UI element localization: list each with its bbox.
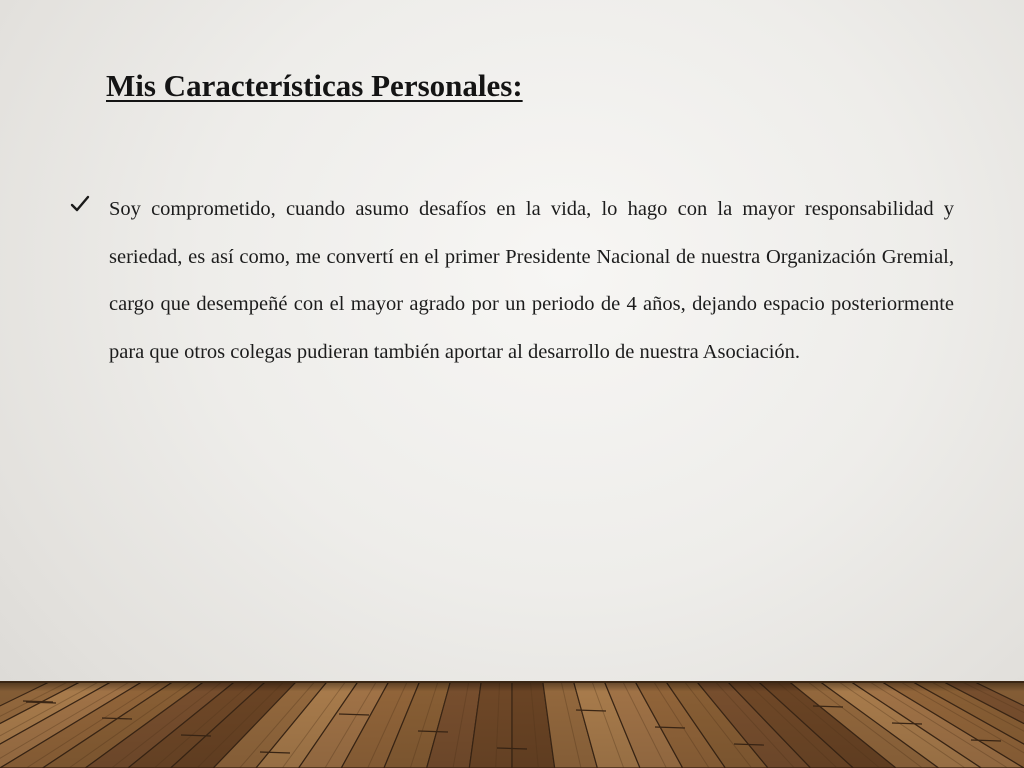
bullet-list — [70, 186, 954, 376]
bullet-text: Soy comprometido, cuando asumo desafíos en la vida, lo hago con la mayor responsabilidad y seriedad, es así como, me convertí en el primer Presidente Nacional de nuestra Organización Gremial, cargo que desempeñé con el mayor agrado por un periodo de 4 años, dejando espacio posteriormente para que otros colegas pudieran también aportar al desarrollo de nuestra Asociación. — [109, 198, 954, 363]
wood-floor — [0, 681, 1024, 768]
slide-title: Mis Características Personales: — [106, 68, 523, 103]
check-icon — [70, 194, 90, 214]
bullet-item — [70, 186, 954, 376]
